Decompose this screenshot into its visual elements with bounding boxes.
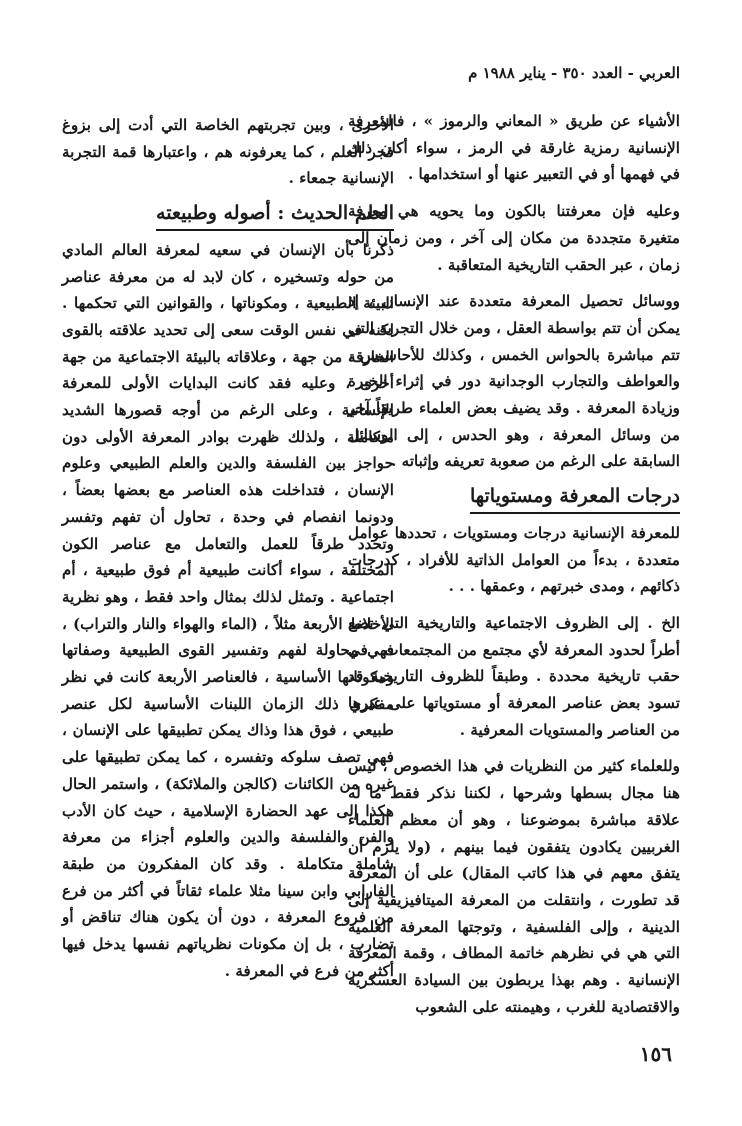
- paragraph: الأشياء عن طريق « المعاني والرموز » ، فالمعرفة الإنسانية رمزية غارقة في الرمز ، سواء أكان ذلك في فهمها أو في التعبير عنها أو استخدامها .: [348, 112, 680, 184]
- paragraph: الخ . إلى الظروف الاجتماعية والتاريخية التي تضع أطراً لحدود المعرفة لأي مجتمع من المجتمعات ، في حقب تاريخية محددة . وطبقاً للظروف التاريخية قد تسود بعض عناصر المعرفة أو مستوياتها على غيرها من العناصر والمستويات المعرفية .: [348, 613, 680, 739]
- paragraph: الأخرى ، وبين تجربتهم الخاصة التي أدت إلى بزوغ فجر العلم ، كما يعرفونه هم ، واعتبارها قمة التجربة الإنسانية جمعاء .: [62, 116, 394, 188]
- page-number: ١٥٦: [639, 1042, 672, 1066]
- left-column: [62, 112, 394, 985]
- right-column: [348, 108, 680, 1021]
- section-heading: درجات المعرفة ومستوياتها: [470, 483, 680, 514]
- paragraph: وعليه فإن معرفتنا بالكون وما يحويه هي معرفة متغيرة متجددة من مكان إلى آخر ، ومن زمان إلى زمان ، عبر الحقب التاريخية المتعاقبة .: [348, 202, 680, 274]
- running-header: العربي - العدد ٣٥٠ - يناير ١٩٨٨ م: [468, 64, 680, 82]
- paragraph: للمعرفة الإنسانية درجات ومستويات ، تحددها عوامل متعددة ، بدءاً من العوامل الذاتية للأفراد ، كدرجات ذكائهم ، ومدى خبرتهم ، وعمقها . . .: [348, 523, 680, 596]
- section-heading: العلم الحديث : أصوله وطبيعته: [156, 200, 394, 231]
- paragraph: وللعلماء كثير من النظريات في هذا الخصوص ، ليس هنا مجال بسطها وشرحها ، لكننا نذكر فقط ما له علاقة مباشرة بموضوعنا ، وهو أن معظم العلماء الغربيين يكادون يتفقون فيما بينهم ، (ولا يلزم أن يتفق معهم في هذا كاتب المقال) على أن المعرفة قد تطورت ، وانتقلت من المعرفة الميتافيزيقية إلى الدينية ، وإلى الفلسفية ، وتوجتها المعرفة العلمية التي هي في نظرهم خاتمة المطاف ، وقمة المعرفة الإنسانية . وهم بهذا يربطون بين السيادة العسكرية والاقتصادية للغرب ، وهيمنته على الشعوب: [348, 757, 680, 1016]
- paragraph: ذكرنا بأن الإنسان في سعيه لمعرفة العالم المادي من حوله وتسخيره ، كان لابد له من معرفة عناصر البيئة الطبيعية ، ومكوناتها ، والقوانين التي تحكمها . لكنه في نفس الوقت سعى إلى تحديد علاقته بالقوى الخارقة من جهة ، وعلاقاته بالبيئة الاجتماعية من جهة أخرى ، وعليه فقد كانت البدايات الأولى للمعرفة الإنسانية ، وعلى الرغم من أوجه قصورها الشديد متكاملة ، ولذلك ظهرت بوادر المعرفة الأولى دون حواجز بين الفلسفة والدين والعلم الطبيعي وعلوم الإنسان ، فتداخلت هذه العناصر مع بعضها بعضاً ، ودونما انفصام في وحدة ، تحاول أن تفهم وتفسر وتحدد طرقاً للعمل والتعامل مع عناصر الكون المختلفة ، سواء أكانت طبيعية أم فوق طبيعية ، أم اجتماعية . وتمثل لذلك بمثال واحد فقط ، وهو نظرية الأخلاط الأربعة مثلاً ، (الماء والهواء والنار والتراب) ، فهي محاولة لفهم وتفسير القوى الطبيعية وصفاتها ومكوناتها الأساسية ، فالعناصر الأربعة كانت في نظر مفكري ذلك الزمان اللبنات الأساسية لكل عنصر طبيعي ، فوق هذا وذاك يمكن تطبيقها على الإنسان ، فهي تصف سلوكه وتفسره ، كما يمكن تطبيقها على غيره من الكائنات (كالجن والملائكة) ، واستمر الحال هكذا إلى عهد الحضارة الإسلامية ، حيث كان الأدب والفن والفلسفة والدين والعلوم أجزاء من معرفة شاملة متكاملة . وقد كان المفكرون من طبقة الفارابي وابن سينا مثلا علماء ثقاتاً في أكثر من فرع من فروع المعرفة ، دون أن يكون هناك تناقض أو تضارب ، بل إن مكونات نظرياتهم نفسها يدخل فيها أكثر من فرع في المعرفة .: [62, 240, 394, 980]
- paragraph: ووسائل تحصيل المعرفة متعددة عند الإنسان ، إذ يمكن أن تتم بواسطة العقل ، ومن خلال التجربة التي تتم مباشرة بالحواس الخمس ، وكذلك للأحاسيس ، والعواطف والتجارب الوجدانية دور في إثراء الخبرة وزيادة المعرفة . وقد يضيف بعض العلماء طريقاً آخر من وسائل المعرفة ، وهو الحدس ، إلى الوسائل السابقة على الرغم من صعوبة تعريفه وإثباته .: [348, 292, 680, 471]
